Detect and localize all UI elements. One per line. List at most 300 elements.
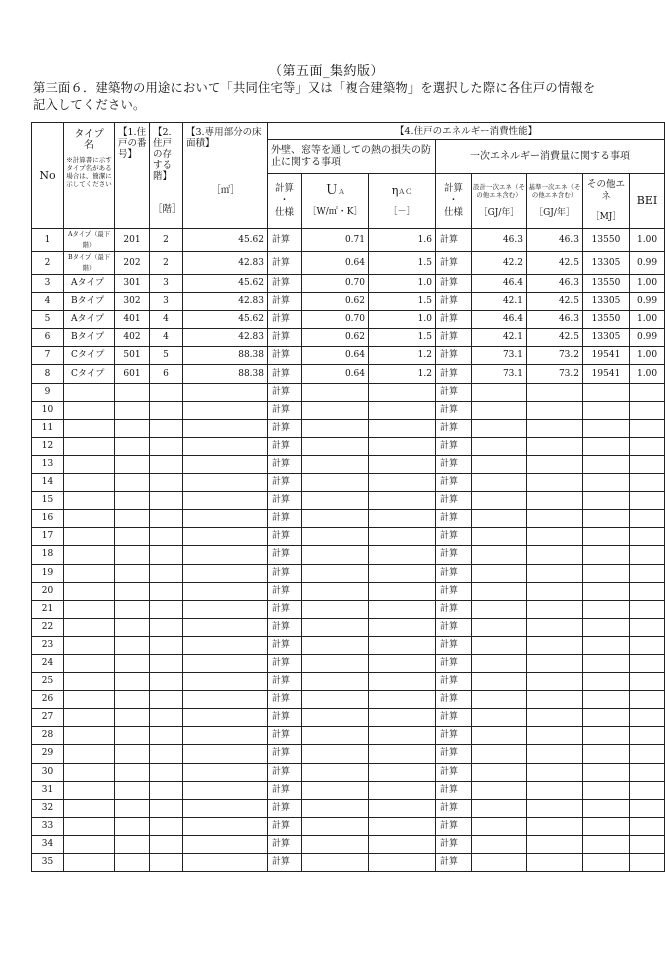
cell-unit-number[interactable] — [115, 781, 150, 799]
cell-floor[interactable] — [150, 600, 183, 618]
cell-other-energy[interactable] — [583, 419, 630, 437]
cell-other-energy[interactable] — [583, 437, 630, 455]
cell-calc-method-primary[interactable]: 計算 — [436, 229, 472, 252]
cell-eta-ac[interactable] — [369, 401, 436, 419]
cell-other-energy[interactable] — [583, 781, 630, 799]
cell-design-energy[interactable] — [472, 727, 527, 745]
cell-eta-ac[interactable] — [369, 528, 436, 546]
cell-no[interactable]: 22 — [32, 618, 64, 636]
cell-type[interactable] — [64, 492, 115, 510]
cell-no[interactable]: 21 — [32, 600, 64, 618]
cell-other-energy[interactable] — [583, 654, 630, 672]
cell-type[interactable] — [64, 745, 115, 763]
cell-type[interactable] — [64, 383, 115, 401]
cell-other-energy[interactable] — [583, 835, 630, 853]
cell-unit-number[interactable] — [115, 582, 150, 600]
cell-eta-ac[interactable]: 1.2 — [369, 365, 436, 383]
cell-unit-number[interactable] — [115, 799, 150, 817]
cell-floor-area[interactable]: 42.83 — [183, 329, 268, 347]
cell-base-energy[interactable] — [527, 817, 583, 835]
cell-bei[interactable] — [630, 745, 665, 763]
cell-design-energy[interactable]: 46.4 — [472, 311, 527, 329]
cell-eta-ac[interactable]: 1.5 — [369, 252, 436, 275]
cell-other-energy[interactable]: 13305 — [583, 329, 630, 347]
cell-floor[interactable] — [150, 727, 183, 745]
cell-no[interactable]: 34 — [32, 835, 64, 853]
cell-design-energy[interactable] — [472, 763, 527, 781]
cell-no[interactable]: 16 — [32, 510, 64, 528]
cell-design-energy[interactable] — [472, 781, 527, 799]
cell-other-energy[interactable] — [583, 546, 630, 564]
cell-ua[interactable] — [302, 673, 369, 691]
cell-base-energy[interactable] — [527, 383, 583, 401]
cell-calc-method-primary[interactable]: 計算 — [436, 835, 472, 853]
cell-unit-number[interactable] — [115, 817, 150, 835]
cell-eta-ac[interactable] — [369, 564, 436, 582]
cell-bei[interactable] — [630, 528, 665, 546]
cell-calc-method-thermal[interactable]: 計算 — [268, 528, 302, 546]
cell-floor[interactable] — [150, 799, 183, 817]
cell-base-energy[interactable] — [527, 419, 583, 437]
cell-bei[interactable]: 0.99 — [630, 329, 665, 347]
cell-calc-method-thermal[interactable]: 計算 — [268, 492, 302, 510]
cell-ua[interactable] — [302, 709, 369, 727]
cell-eta-ac[interactable] — [369, 618, 436, 636]
cell-calc-method-primary[interactable]: 計算 — [436, 727, 472, 745]
cell-calc-method-thermal[interactable]: 計算 — [268, 835, 302, 853]
cell-ua[interactable]: 0.64 — [302, 365, 369, 383]
cell-other-energy[interactable] — [583, 401, 630, 419]
cell-floor[interactable] — [150, 401, 183, 419]
cell-floor-area[interactable] — [183, 437, 268, 455]
cell-floor[interactable] — [150, 383, 183, 401]
cell-calc-method-primary[interactable]: 計算 — [436, 781, 472, 799]
cell-floor[interactable]: 5 — [150, 347, 183, 365]
cell-floor[interactable] — [150, 455, 183, 473]
cell-floor-area[interactable] — [183, 492, 268, 510]
cell-type[interactable] — [64, 528, 115, 546]
cell-other-energy[interactable] — [583, 510, 630, 528]
cell-other-energy[interactable] — [583, 618, 630, 636]
cell-ua[interactable] — [302, 455, 369, 473]
cell-bei[interactable] — [630, 546, 665, 564]
cell-base-energy[interactable] — [527, 691, 583, 709]
cell-floor[interactable] — [150, 582, 183, 600]
cell-bei[interactable] — [630, 383, 665, 401]
cell-other-energy[interactable]: 13550 — [583, 311, 630, 329]
cell-floor-area[interactable]: 45.62 — [183, 275, 268, 293]
cell-no[interactable]: 4 — [32, 293, 64, 311]
cell-eta-ac[interactable] — [369, 582, 436, 600]
cell-type[interactable] — [64, 474, 115, 492]
cell-other-energy[interactable] — [583, 492, 630, 510]
cell-eta-ac[interactable] — [369, 492, 436, 510]
cell-type[interactable]: Cタイプ — [64, 365, 115, 383]
cell-calc-method-primary[interactable]: 計算 — [436, 347, 472, 365]
cell-ua[interactable]: 0.64 — [302, 347, 369, 365]
cell-floor-area[interactable] — [183, 528, 268, 546]
cell-calc-method-primary[interactable]: 計算 — [436, 618, 472, 636]
cell-floor-area[interactable] — [183, 691, 268, 709]
cell-unit-number[interactable] — [115, 401, 150, 419]
cell-base-energy[interactable] — [527, 763, 583, 781]
cell-bei[interactable] — [630, 600, 665, 618]
cell-no[interactable]: 11 — [32, 419, 64, 437]
cell-calc-method-thermal[interactable]: 計算 — [268, 618, 302, 636]
cell-design-energy[interactable] — [472, 437, 527, 455]
cell-design-energy[interactable] — [472, 745, 527, 763]
cell-calc-method-thermal[interactable]: 計算 — [268, 311, 302, 329]
cell-floor-area[interactable] — [183, 546, 268, 564]
cell-type[interactable]: Bタイプ（最下階） — [64, 252, 115, 275]
cell-bei[interactable] — [630, 437, 665, 455]
cell-unit-number[interactable] — [115, 727, 150, 745]
cell-unit-number[interactable]: 501 — [115, 347, 150, 365]
cell-floor-area[interactable] — [183, 745, 268, 763]
cell-design-energy[interactable] — [472, 618, 527, 636]
cell-floor-area[interactable] — [183, 455, 268, 473]
cell-other-energy[interactable] — [583, 817, 630, 835]
cell-ua[interactable] — [302, 799, 369, 817]
cell-bei[interactable]: 1.00 — [630, 347, 665, 365]
cell-ua[interactable] — [302, 383, 369, 401]
cell-unit-number[interactable] — [115, 528, 150, 546]
cell-floor[interactable] — [150, 691, 183, 709]
cell-bei[interactable] — [630, 455, 665, 473]
cell-design-energy[interactable] — [472, 636, 527, 654]
cell-bei[interactable]: 1.00 — [630, 275, 665, 293]
cell-design-energy[interactable] — [472, 564, 527, 582]
cell-calc-method-thermal[interactable]: 計算 — [268, 401, 302, 419]
cell-no[interactable]: 18 — [32, 546, 64, 564]
cell-calc-method-thermal[interactable]: 計算 — [268, 365, 302, 383]
cell-design-energy[interactable] — [472, 492, 527, 510]
cell-bei[interactable] — [630, 781, 665, 799]
cell-no[interactable]: 1 — [32, 229, 64, 252]
cell-design-energy[interactable]: 73.1 — [472, 347, 527, 365]
cell-unit-number[interactable] — [115, 709, 150, 727]
cell-floor-area[interactable] — [183, 817, 268, 835]
cell-eta-ac[interactable]: 1.5 — [369, 329, 436, 347]
cell-type[interactable] — [64, 600, 115, 618]
cell-eta-ac[interactable] — [369, 510, 436, 528]
cell-ua[interactable] — [302, 636, 369, 654]
cell-no[interactable]: 5 — [32, 311, 64, 329]
cell-type[interactable]: Cタイプ — [64, 347, 115, 365]
cell-floor[interactable]: 3 — [150, 275, 183, 293]
cell-other-energy[interactable] — [583, 709, 630, 727]
cell-type[interactable]: Aタイプ — [64, 311, 115, 329]
cell-type[interactable] — [64, 419, 115, 437]
cell-unit-number[interactable] — [115, 564, 150, 582]
cell-base-energy[interactable] — [527, 582, 583, 600]
cell-unit-number[interactable] — [115, 419, 150, 437]
cell-base-energy[interactable] — [527, 745, 583, 763]
cell-eta-ac[interactable] — [369, 835, 436, 853]
cell-calc-method-thermal[interactable]: 計算 — [268, 745, 302, 763]
cell-unit-number[interactable]: 402 — [115, 329, 150, 347]
cell-ua[interactable] — [302, 654, 369, 672]
cell-base-energy[interactable] — [527, 492, 583, 510]
cell-no[interactable]: 12 — [32, 437, 64, 455]
cell-no[interactable]: 24 — [32, 654, 64, 672]
cell-type[interactable] — [64, 618, 115, 636]
cell-unit-number[interactable] — [115, 691, 150, 709]
cell-ua[interactable] — [302, 492, 369, 510]
cell-no[interactable]: 35 — [32, 854, 64, 872]
cell-unit-number[interactable] — [115, 510, 150, 528]
cell-type[interactable] — [64, 727, 115, 745]
cell-no[interactable]: 33 — [32, 817, 64, 835]
cell-type[interactable]: Bタイプ — [64, 329, 115, 347]
cell-floor[interactable] — [150, 546, 183, 564]
cell-calc-method-primary[interactable]: 計算 — [436, 600, 472, 618]
cell-floor-area[interactable]: 42.83 — [183, 252, 268, 275]
cell-eta-ac[interactable] — [369, 600, 436, 618]
cell-unit-number[interactable]: 202 — [115, 252, 150, 275]
cell-no[interactable]: 28 — [32, 727, 64, 745]
cell-floor[interactable] — [150, 636, 183, 654]
cell-eta-ac[interactable] — [369, 383, 436, 401]
cell-ua[interactable]: 0.70 — [302, 311, 369, 329]
cell-eta-ac[interactable] — [369, 854, 436, 872]
cell-calc-method-thermal[interactable]: 計算 — [268, 654, 302, 672]
cell-floor-area[interactable] — [183, 636, 268, 654]
cell-type[interactable] — [64, 763, 115, 781]
cell-unit-number[interactable] — [115, 455, 150, 473]
cell-no[interactable]: 13 — [32, 455, 64, 473]
cell-base-energy[interactable] — [527, 600, 583, 618]
cell-calc-method-primary[interactable]: 計算 — [436, 799, 472, 817]
cell-floor[interactable] — [150, 618, 183, 636]
cell-no[interactable]: 19 — [32, 564, 64, 582]
cell-design-energy[interactable] — [472, 799, 527, 817]
cell-type[interactable] — [64, 799, 115, 817]
cell-base-energy[interactable] — [527, 673, 583, 691]
cell-calc-method-thermal[interactable]: 計算 — [268, 763, 302, 781]
cell-eta-ac[interactable] — [369, 455, 436, 473]
cell-base-energy[interactable]: 46.3 — [527, 311, 583, 329]
cell-ua[interactable] — [302, 854, 369, 872]
cell-calc-method-thermal[interactable]: 計算 — [268, 564, 302, 582]
cell-calc-method-thermal[interactable]: 計算 — [268, 383, 302, 401]
cell-ua[interactable] — [302, 763, 369, 781]
cell-calc-method-thermal[interactable]: 計算 — [268, 727, 302, 745]
cell-floor-area[interactable] — [183, 835, 268, 853]
cell-type[interactable] — [64, 691, 115, 709]
cell-base-energy[interactable]: 42.5 — [527, 329, 583, 347]
cell-type[interactable] — [64, 835, 115, 853]
cell-ua[interactable] — [302, 618, 369, 636]
cell-ua[interactable] — [302, 419, 369, 437]
cell-calc-method-primary[interactable]: 計算 — [436, 636, 472, 654]
cell-base-energy[interactable] — [527, 546, 583, 564]
cell-bei[interactable] — [630, 492, 665, 510]
cell-no[interactable]: 2 — [32, 252, 64, 275]
cell-base-energy[interactable] — [527, 455, 583, 473]
cell-type[interactable]: Bタイプ — [64, 293, 115, 311]
cell-other-energy[interactable] — [583, 763, 630, 781]
cell-base-energy[interactable]: 46.3 — [527, 275, 583, 293]
cell-eta-ac[interactable]: 1.0 — [369, 275, 436, 293]
cell-eta-ac[interactable] — [369, 546, 436, 564]
cell-floor-area[interactable] — [183, 727, 268, 745]
cell-floor-area[interactable]: 88.38 — [183, 347, 268, 365]
cell-base-energy[interactable]: 42.5 — [527, 293, 583, 311]
cell-bei[interactable] — [630, 618, 665, 636]
cell-base-energy[interactable] — [527, 727, 583, 745]
cell-eta-ac[interactable] — [369, 654, 436, 672]
cell-design-energy[interactable] — [472, 709, 527, 727]
cell-calc-method-thermal[interactable]: 計算 — [268, 437, 302, 455]
cell-bei[interactable] — [630, 564, 665, 582]
cell-ua[interactable]: 0.64 — [302, 252, 369, 275]
cell-base-energy[interactable] — [527, 437, 583, 455]
cell-other-energy[interactable] — [583, 528, 630, 546]
cell-floor-area[interactable]: 42.83 — [183, 293, 268, 311]
cell-calc-method-thermal[interactable]: 計算 — [268, 781, 302, 799]
cell-unit-number[interactable] — [115, 474, 150, 492]
cell-other-energy[interactable] — [583, 564, 630, 582]
cell-base-energy[interactable]: 73.2 — [527, 365, 583, 383]
cell-unit-number[interactable] — [115, 437, 150, 455]
cell-floor[interactable] — [150, 745, 183, 763]
cell-floor-area[interactable]: 45.62 — [183, 311, 268, 329]
cell-no[interactable]: 14 — [32, 474, 64, 492]
cell-unit-number[interactable] — [115, 835, 150, 853]
cell-eta-ac[interactable] — [369, 474, 436, 492]
cell-other-energy[interactable]: 19541 — [583, 365, 630, 383]
cell-bei[interactable] — [630, 727, 665, 745]
cell-base-energy[interactable]: 42.5 — [527, 252, 583, 275]
cell-no[interactable]: 15 — [32, 492, 64, 510]
cell-calc-method-thermal[interactable]: 計算 — [268, 582, 302, 600]
cell-calc-method-primary[interactable]: 計算 — [436, 437, 472, 455]
cell-base-energy[interactable] — [527, 618, 583, 636]
cell-other-energy[interactable]: 13305 — [583, 252, 630, 275]
cell-eta-ac[interactable] — [369, 673, 436, 691]
cell-bei[interactable] — [630, 854, 665, 872]
cell-other-energy[interactable] — [583, 600, 630, 618]
cell-floor[interactable]: 3 — [150, 293, 183, 311]
cell-calc-method-thermal[interactable]: 計算 — [268, 252, 302, 275]
cell-design-energy[interactable] — [472, 528, 527, 546]
cell-unit-number[interactable] — [115, 546, 150, 564]
cell-ua[interactable] — [302, 600, 369, 618]
cell-bei[interactable] — [630, 419, 665, 437]
cell-floor[interactable] — [150, 528, 183, 546]
cell-type[interactable] — [64, 636, 115, 654]
cell-calc-method-primary[interactable]: 計算 — [436, 419, 472, 437]
cell-base-energy[interactable] — [527, 528, 583, 546]
cell-calc-method-primary[interactable]: 計算 — [436, 492, 472, 510]
cell-ua[interactable] — [302, 528, 369, 546]
cell-calc-method-primary[interactable]: 計算 — [436, 654, 472, 672]
cell-calc-method-thermal[interactable]: 計算 — [268, 636, 302, 654]
cell-other-energy[interactable] — [583, 799, 630, 817]
cell-floor-area[interactable] — [183, 582, 268, 600]
cell-calc-method-primary[interactable]: 計算 — [436, 329, 472, 347]
cell-other-energy[interactable]: 13305 — [583, 293, 630, 311]
cell-type[interactable] — [64, 401, 115, 419]
cell-calc-method-primary[interactable]: 計算 — [436, 455, 472, 473]
cell-floor[interactable] — [150, 835, 183, 853]
cell-calc-method-primary[interactable]: 計算 — [436, 709, 472, 727]
cell-no[interactable]: 30 — [32, 763, 64, 781]
cell-design-energy[interactable] — [472, 600, 527, 618]
cell-ua[interactable] — [302, 781, 369, 799]
cell-eta-ac[interactable]: 1.6 — [369, 229, 436, 252]
cell-calc-method-primary[interactable]: 計算 — [436, 546, 472, 564]
cell-bei[interactable] — [630, 691, 665, 709]
cell-floor-area[interactable] — [183, 401, 268, 419]
cell-bei[interactable] — [630, 817, 665, 835]
cell-design-energy[interactable] — [472, 854, 527, 872]
cell-calc-method-thermal[interactable]: 計算 — [268, 709, 302, 727]
cell-design-energy[interactable] — [472, 401, 527, 419]
cell-unit-number[interactable] — [115, 854, 150, 872]
cell-type[interactable] — [64, 709, 115, 727]
cell-design-energy[interactable] — [472, 582, 527, 600]
cell-calc-method-thermal[interactable]: 計算 — [268, 474, 302, 492]
cell-calc-method-primary[interactable]: 計算 — [436, 673, 472, 691]
cell-calc-method-thermal[interactable]: 計算 — [268, 817, 302, 835]
cell-other-energy[interactable]: 13550 — [583, 229, 630, 252]
cell-no[interactable]: 23 — [32, 636, 64, 654]
cell-base-energy[interactable] — [527, 636, 583, 654]
cell-floor[interactable] — [150, 654, 183, 672]
cell-floor[interactable] — [150, 817, 183, 835]
cell-no[interactable]: 26 — [32, 691, 64, 709]
cell-unit-number[interactable] — [115, 654, 150, 672]
cell-floor[interactable] — [150, 564, 183, 582]
cell-floor[interactable] — [150, 854, 183, 872]
cell-calc-method-thermal[interactable]: 計算 — [268, 799, 302, 817]
cell-eta-ac[interactable]: 1.5 — [369, 293, 436, 311]
cell-eta-ac[interactable] — [369, 817, 436, 835]
cell-ua[interactable]: 0.62 — [302, 329, 369, 347]
cell-bei[interactable]: 1.00 — [630, 365, 665, 383]
cell-design-energy[interactable] — [472, 419, 527, 437]
cell-bei[interactable] — [630, 401, 665, 419]
cell-calc-method-primary[interactable]: 計算 — [436, 745, 472, 763]
cell-calc-method-primary[interactable]: 計算 — [436, 311, 472, 329]
cell-base-energy[interactable]: 73.2 — [527, 347, 583, 365]
cell-base-energy[interactable] — [527, 835, 583, 853]
cell-bei[interactable] — [630, 636, 665, 654]
cell-type[interactable]: Aタイプ（最下階） — [64, 229, 115, 252]
cell-type[interactable] — [64, 546, 115, 564]
cell-base-energy[interactable] — [527, 401, 583, 419]
cell-eta-ac[interactable] — [369, 419, 436, 437]
cell-eta-ac[interactable]: 1.0 — [369, 311, 436, 329]
cell-floor-area[interactable] — [183, 510, 268, 528]
cell-calc-method-thermal[interactable]: 計算 — [268, 691, 302, 709]
cell-unit-number[interactable] — [115, 600, 150, 618]
cell-other-energy[interactable] — [583, 455, 630, 473]
cell-base-energy[interactable] — [527, 654, 583, 672]
cell-no[interactable]: 6 — [32, 329, 64, 347]
cell-ua[interactable] — [302, 835, 369, 853]
cell-floor-area[interactable] — [183, 564, 268, 582]
cell-calc-method-primary[interactable]: 計算 — [436, 275, 472, 293]
cell-bei[interactable] — [630, 474, 665, 492]
cell-other-energy[interactable]: 19541 — [583, 347, 630, 365]
cell-bei[interactable] — [630, 582, 665, 600]
cell-other-energy[interactable] — [583, 745, 630, 763]
cell-calc-method-primary[interactable]: 計算 — [436, 510, 472, 528]
cell-eta-ac[interactable] — [369, 691, 436, 709]
